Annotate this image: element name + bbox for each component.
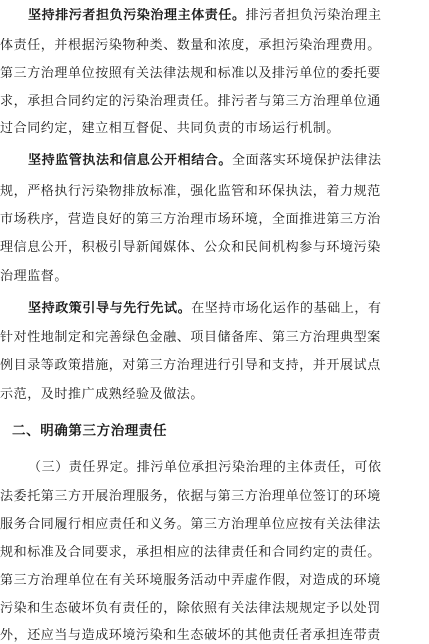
text-line: 外，还应当与造成环境污染和生态破坏的其他责任者承担连带责 xyxy=(0,628,381,643)
line-rest: 全面落实环境保护法律法 xyxy=(232,153,382,168)
section-heading: 二、明确第三方治理责任 xyxy=(12,423,168,439)
text-line: 规，严格执行污染物排放标准，强化监管和环保执法，着力规范 xyxy=(0,184,381,199)
text-line: 理信息公开，积极引导新闻媒体、公众和民间机构参与环境污染 xyxy=(0,240,381,255)
text-line: 体责任，并根据污染物种类、数量和浓度，承担污染治理费用。 xyxy=(0,38,381,53)
line-rest: 在坚持市场化运作的基础上，有 xyxy=(191,301,382,316)
text-line xyxy=(0,153,429,169)
text-line: 第三方治理单位按照有关法律法规和标准以及排污单位的委托要 xyxy=(0,66,381,81)
line-rest: 排污者担负污染治理主 xyxy=(245,8,382,23)
text-line: 污染和生态破坏负有责任的，除依照有关法律法规规定予以处罚 xyxy=(0,601,381,616)
text-line: 求，承担合同约定的污染治理责任。排污者与第三方治理单位通 xyxy=(0,94,381,109)
text-line: 针对性地制定和完善绿色金融、项目储备库、第三方治理典型案 xyxy=(0,330,381,345)
text-line: 服务合同履行相应责任和义务。第三方治理单位应按有关法律法 xyxy=(0,517,381,532)
text-line: 第三方治理单位在有关环境服务活动中弄虚作假，对造成的环境 xyxy=(0,573,381,588)
text-line: 治理监督。 xyxy=(0,269,69,284)
text-line: 示范，及时推广成熟经验及做法。 xyxy=(0,387,205,402)
lead-phrase: 坚持排污者担负污染治理主体责任。 xyxy=(28,8,246,23)
lead-phrase: 坚持政策引导与先行先试。 xyxy=(28,301,192,316)
text-line: 规和标准及合同要求，承担相应的法律责任和合同约定的责任。 xyxy=(0,545,381,560)
text-line: （三）责任界定。排污单位承担污染治理的主体责任，可依 xyxy=(28,460,382,475)
text-line: 市场秩序，营造良好的第三方治理市场环境，全面推进第三方治 xyxy=(0,212,381,227)
text-line xyxy=(0,8,429,24)
text-line xyxy=(0,301,429,317)
text-line: 过合同约定，建立相互督促、共同负责的市场运行机制。 xyxy=(0,121,341,136)
text-line: 法委托第三方开展治理服务，依据与第三方治理单位签订的环境 xyxy=(0,489,381,504)
text-line: 例目录等政策措施，对第三方治理进行引导和支持，并开展试点 xyxy=(0,358,381,373)
lead-phrase: 坚持监管执法和信息公开相结合。 xyxy=(28,153,233,168)
